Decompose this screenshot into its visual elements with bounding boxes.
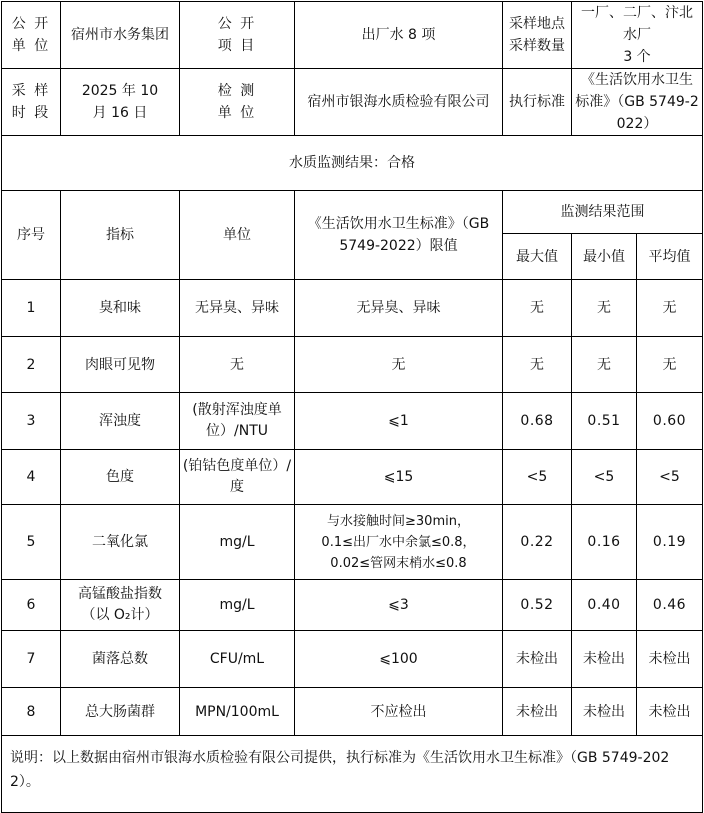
row-index: 7 <box>2 631 61 688</box>
unit-value: 宿州市水务集团 <box>61 2 180 69</box>
row-unit: CFU/mL <box>180 631 295 688</box>
row-avg: 0.19 <box>637 505 703 580</box>
row-limit: 不应检出 <box>295 688 503 736</box>
header-row-1 <box>2 2 703 69</box>
lab-label: 检 测 单 位 <box>180 69 295 136</box>
row-limit: ⩽3 <box>295 580 503 631</box>
table-row <box>2 688 703 736</box>
row-max: <5 <box>503 450 572 505</box>
table-row <box>2 450 703 505</box>
standard-label: 执行标准 <box>503 69 572 136</box>
row-avg: 0.46 <box>637 580 703 631</box>
row-max: 无 <box>503 280 572 337</box>
row-unit: (散射浑浊度单位）/NTU <box>180 393 295 450</box>
row-max: 未检出 <box>503 631 572 688</box>
row-unit: 无 <box>180 337 295 393</box>
row-min: 0.40 <box>572 580 637 631</box>
row-unit: (铂钴色度单位）/度 <box>180 450 295 505</box>
col-avg: 平均值 <box>637 234 703 280</box>
table-row <box>2 580 703 631</box>
item-value: 出厂水 8 项 <box>295 2 503 69</box>
col-max: 最大值 <box>503 234 572 280</box>
row-unit: mg/L <box>180 580 295 631</box>
row-indicator: 肉眼可见物 <box>61 337 180 393</box>
row-min: 0.51 <box>572 393 637 450</box>
row-max: 未检出 <box>503 688 572 736</box>
table-row <box>2 631 703 688</box>
row-max: 0.52 <box>503 580 572 631</box>
header-row-2 <box>2 69 703 136</box>
row-avg: 未检出 <box>637 688 703 736</box>
row-indicator: 色度 <box>61 450 180 505</box>
row-avg: 无 <box>637 337 703 393</box>
row-min: 未检出 <box>572 688 637 736</box>
row-min: <5 <box>572 450 637 505</box>
item-label: 公 开 项 目 <box>180 2 295 69</box>
table-row <box>2 280 703 337</box>
row-limit: 无异臭、异味 <box>295 280 503 337</box>
standard-value: 《生活饮用水卫生标准》（GB 5749-2022） <box>572 69 703 136</box>
row-index: 4 <box>2 450 61 505</box>
row-min: 0.16 <box>572 505 637 580</box>
row-indicator: 二氧化氯 <box>61 505 180 580</box>
row-index: 6 <box>2 580 61 631</box>
row-max: 0.22 <box>503 505 572 580</box>
site-value: 一厂、二厂、汴北水厂 3 个 <box>572 2 703 69</box>
col-range: 监测结果范围 <box>503 191 703 234</box>
row-min: 未检出 <box>572 631 637 688</box>
row-indicator: 菌落总数 <box>61 631 180 688</box>
row-indicator: 高锰酸盐指数 （以 O₂计） <box>61 580 180 631</box>
row-limit: 无 <box>295 337 503 393</box>
row-index: 8 <box>2 688 61 736</box>
row-limit: ⩽15 <box>295 450 503 505</box>
row-index: 1 <box>2 280 61 337</box>
col-unit: 单位 <box>180 191 295 280</box>
water-quality-report-table <box>1 1 703 813</box>
period-label: 采 样 时 段 <box>2 69 61 136</box>
row-index: 5 <box>2 505 61 580</box>
col-index: 序号 <box>2 191 61 280</box>
row-limit: 与水接触时间≥30min， 0.1≤出厂水中余氯≤0.8， 0.02≤管网末梢水≤0.8 <box>295 505 503 580</box>
result-summary: 水质监测结果：合格 <box>2 136 703 191</box>
row-indicator: 浑浊度 <box>61 393 180 450</box>
column-header-row-1 <box>2 191 703 234</box>
lab-value: 宿州市银海水质检验有限公司 <box>295 69 503 136</box>
row-index: 2 <box>2 337 61 393</box>
row-min: 无 <box>572 337 637 393</box>
row-limit: ⩽100 <box>295 631 503 688</box>
row-avg: <5 <box>637 450 703 505</box>
col-min: 最小值 <box>572 234 637 280</box>
row-indicator: 总大肠菌群 <box>61 688 180 736</box>
row-avg: 0.60 <box>637 393 703 450</box>
row-index: 3 <box>2 393 61 450</box>
row-avg: 无 <box>637 280 703 337</box>
row-unit: mg/L <box>180 505 295 580</box>
row-min: 无 <box>572 280 637 337</box>
note-row <box>2 736 703 813</box>
row-unit: 无异臭、异味 <box>180 280 295 337</box>
row-limit: ⩽1 <box>295 393 503 450</box>
period-value: 2025 年 10 月 16 日 <box>61 69 180 136</box>
row-max: 0.68 <box>503 393 572 450</box>
site-label: 采样地点 采样数量 <box>503 2 572 69</box>
col-indicator: 指标 <box>61 191 180 280</box>
table-row <box>2 393 703 450</box>
row-unit: MPN/100mL <box>180 688 295 736</box>
row-avg: 未检出 <box>637 631 703 688</box>
table-row <box>2 337 703 393</box>
result-summary-row <box>2 136 703 191</box>
row-indicator: 臭和味 <box>61 280 180 337</box>
table-row <box>2 505 703 580</box>
col-limit: 《生活饮用水卫生标准》（GB 5749-2022）限值 <box>295 191 503 280</box>
row-max: 无 <box>503 337 572 393</box>
note: 说明：以上数据由宿州市银海水质检验有限公司提供，执行标准为《生活饮用水卫生标准》（GB 5749-2022）。 <box>2 736 703 813</box>
unit-label: 公 开 单 位 <box>2 2 61 69</box>
